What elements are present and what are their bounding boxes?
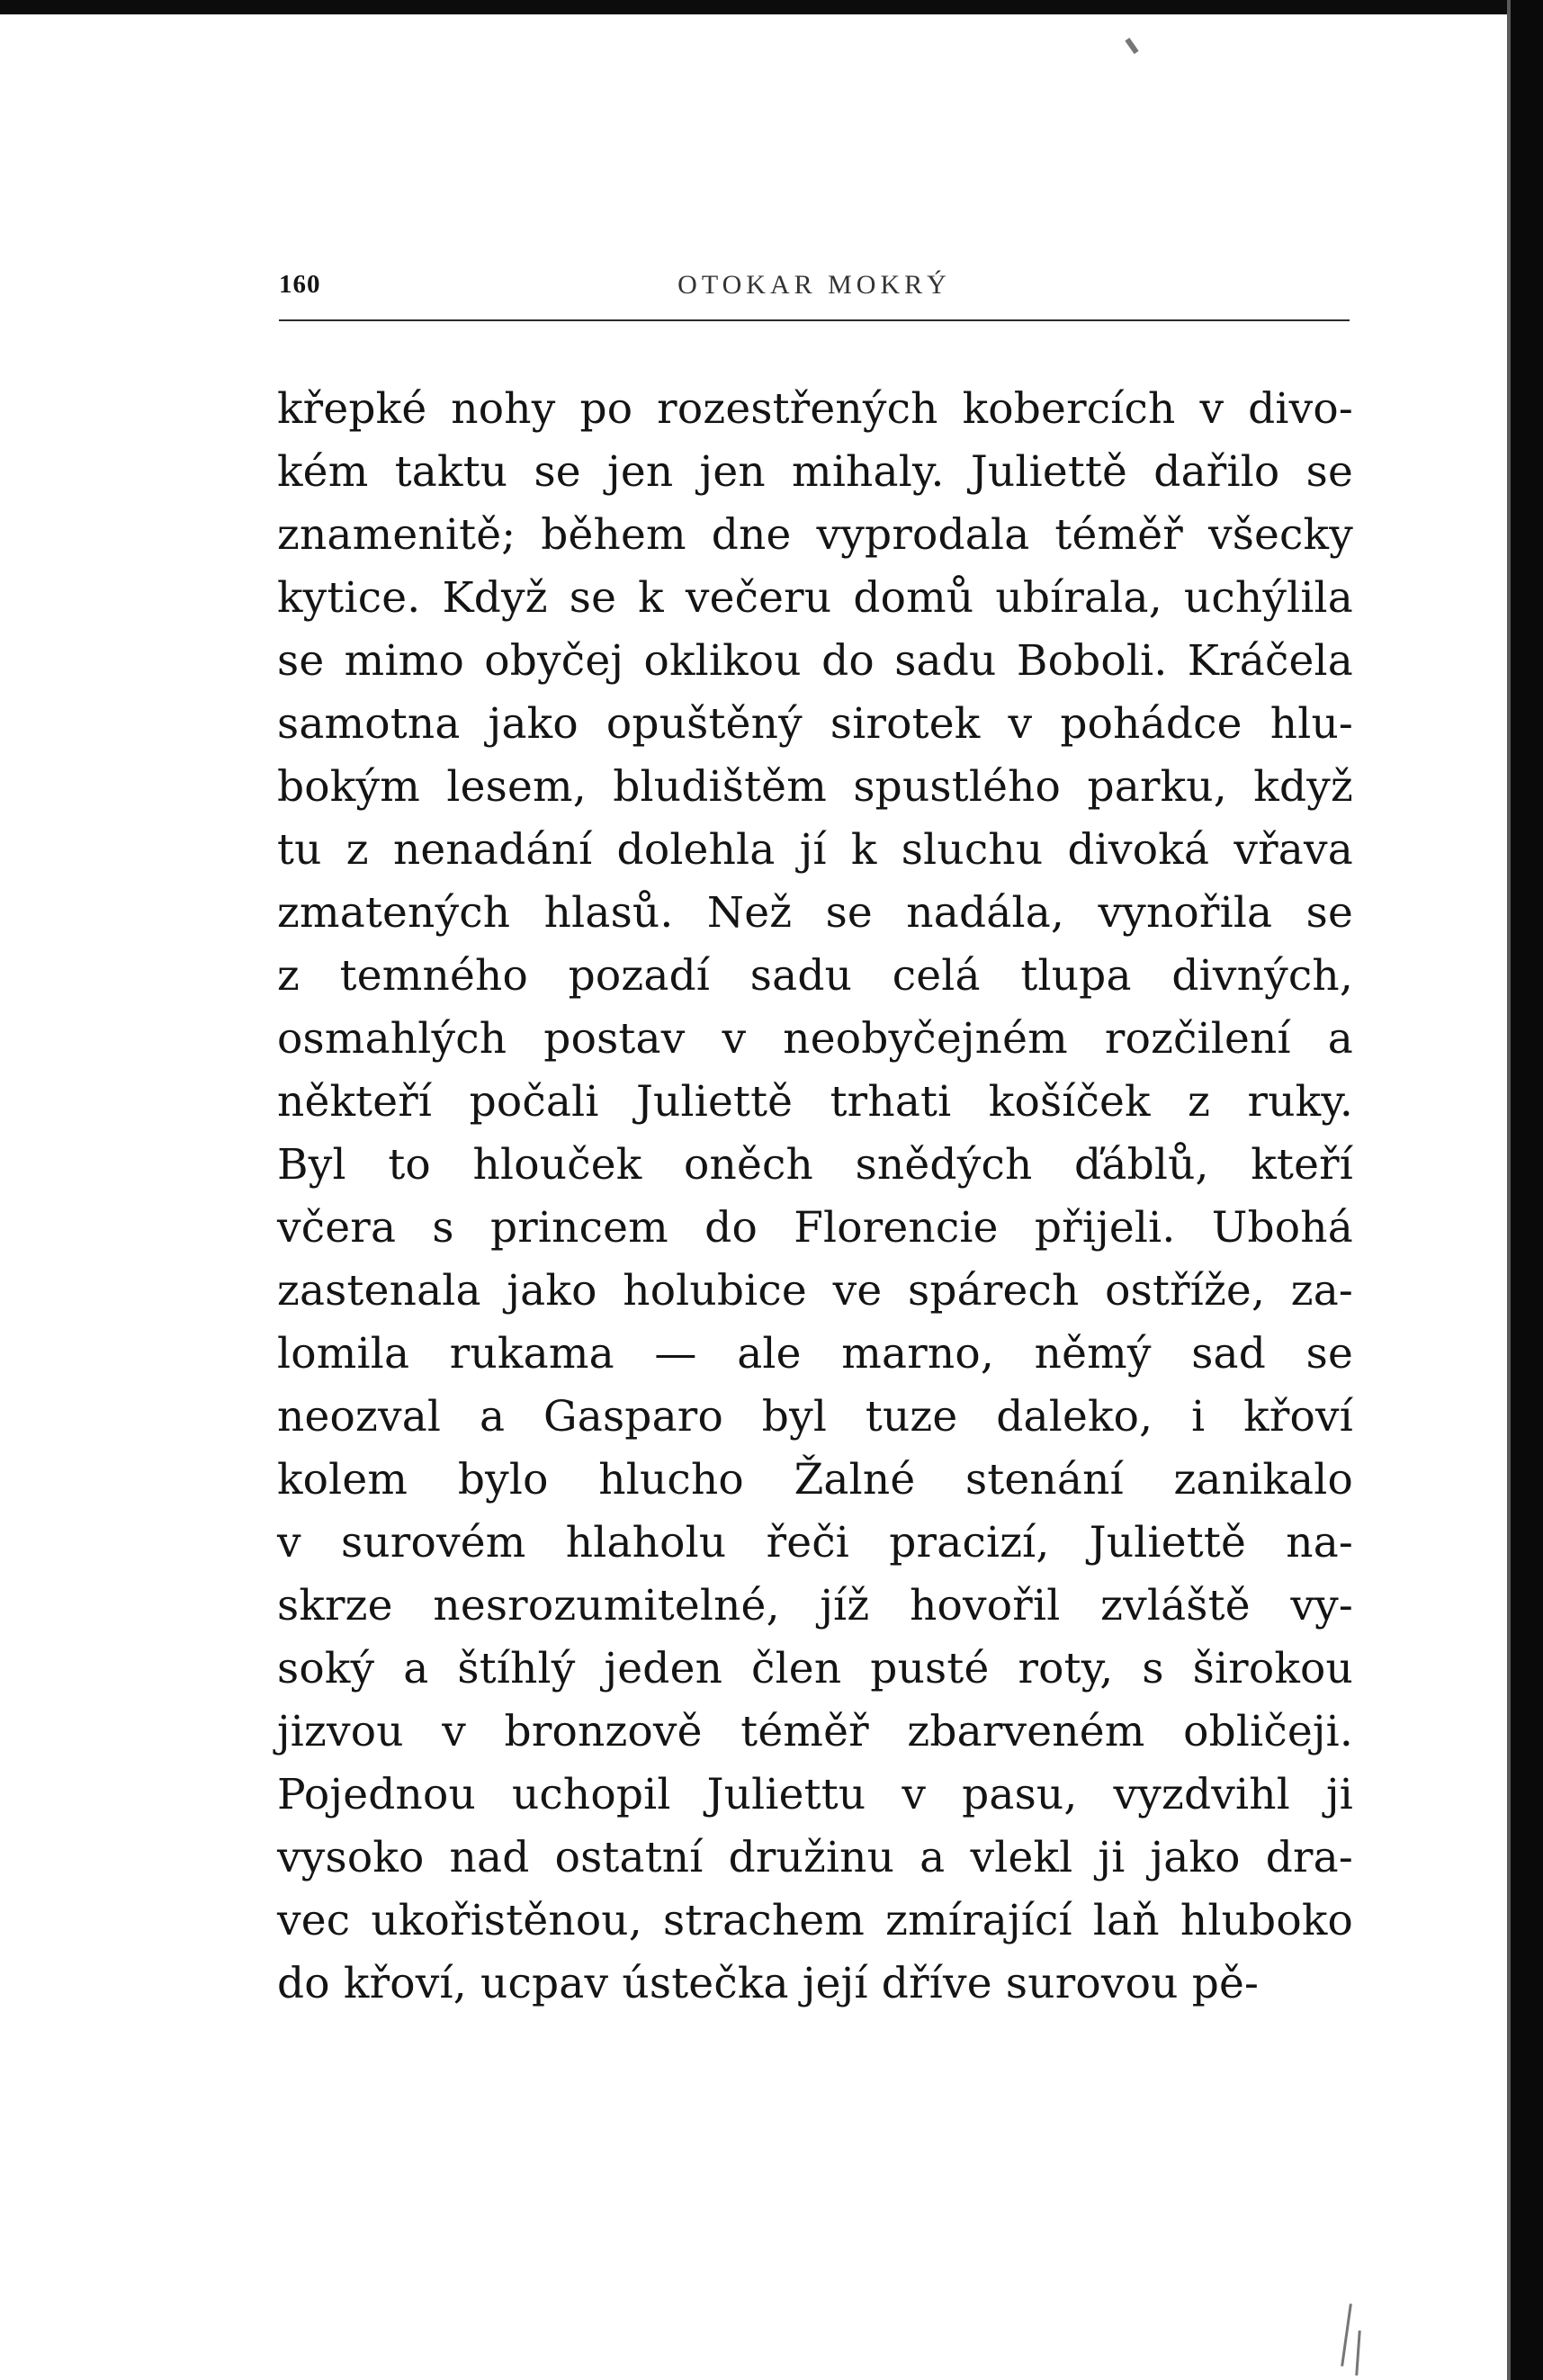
text-line: do křoví, ucpav ústečka její dříve surovou pě-	[277, 1959, 1260, 2008]
page-header	[279, 270, 1350, 320]
scan-speck	[1125, 38, 1138, 54]
text-line: znamenitě; během dne vyprodala téměř všecky	[277, 510, 1353, 560]
text-line: z temného pozadí sadu celá tlupa divných,	[277, 951, 1353, 1001]
text-line: bokým lesem, bludištěm spustlého parku, když	[277, 762, 1353, 812]
text-line: kolem bylo hlucho Žalné stenání zanikalo	[277, 1455, 1353, 1504]
text-line: soký a štíhlý jeden člen pusté roty, s širokou	[277, 1644, 1353, 1693]
text-line: Pojednou uchopil Juliettu v pasu, vyzdvihl ji	[277, 1770, 1353, 1819]
text-line: kytice. Když se k večeru domů ubírala, uchýlila	[277, 573, 1353, 623]
text-line: neozval a Gasparo byl tuze daleko, i křoví	[277, 1392, 1353, 1441]
header-rule	[279, 319, 1350, 321]
text-line: kém taktu se jen jen mihaly. Juliettě dařilo se	[277, 447, 1353, 497]
text-line: tu z nenadání dolehla jí k sluchu divoká vřava	[277, 825, 1353, 875]
text-line: skrze nesrozumitelné, jíž hovořil zvláště vy-	[277, 1581, 1353, 1630]
scan-border-top	[0, 0, 1521, 14]
scan-border-right	[1511, 0, 1543, 2380]
body-text	[277, 378, 1353, 2016]
text-line: někteří počali Juliettě trhati košíček z ruky.	[277, 1077, 1353, 1127]
scan-speck	[1341, 2304, 1352, 2367]
text-line: samotna jako opuštěný sirotek v pohádce hlu-	[277, 699, 1353, 749]
text-line: lomila rukama — ale marno, němý sad se	[277, 1329, 1353, 1379]
text-line: zastenala jako holubice ve spárech ostříže, za-	[277, 1266, 1353, 1316]
text-line: vysoko nad ostatní družinu a vlekl ji jako dra-	[277, 1833, 1353, 1882]
text-line: včera s princem do Florencie přijeli. Ubohá	[277, 1203, 1353, 1253]
text-line: se mimo obyčej oklikou do sadu Boboli. Kráčela	[277, 636, 1353, 686]
text-line: v surovém hlaholu řeči pracizí, Juliettě na-	[277, 1518, 1353, 1567]
running-head: OTOKAR MOKRÝ	[677, 270, 951, 300]
text-line: vec ukořistěnou, strachem zmírající laň hluboko	[277, 1896, 1353, 1945]
page-number: 160	[279, 270, 321, 299]
text-line: zmatených hlasů. Než se nadála, vynořila se	[277, 888, 1353, 938]
text-line: Byl to hlouček oněch snědých ďáblů, kteří	[277, 1140, 1353, 1190]
text-line: křepké nohy po rozestřených kobercích v divo-	[277, 384, 1353, 434]
scan-speck	[1355, 2331, 1360, 2376]
text-line: osmahlých postav v neobyčejném rozčilení a	[277, 1014, 1353, 1064]
text-line: jizvou v bronzově téměř zbarveném obličeji.	[277, 1707, 1353, 1756]
